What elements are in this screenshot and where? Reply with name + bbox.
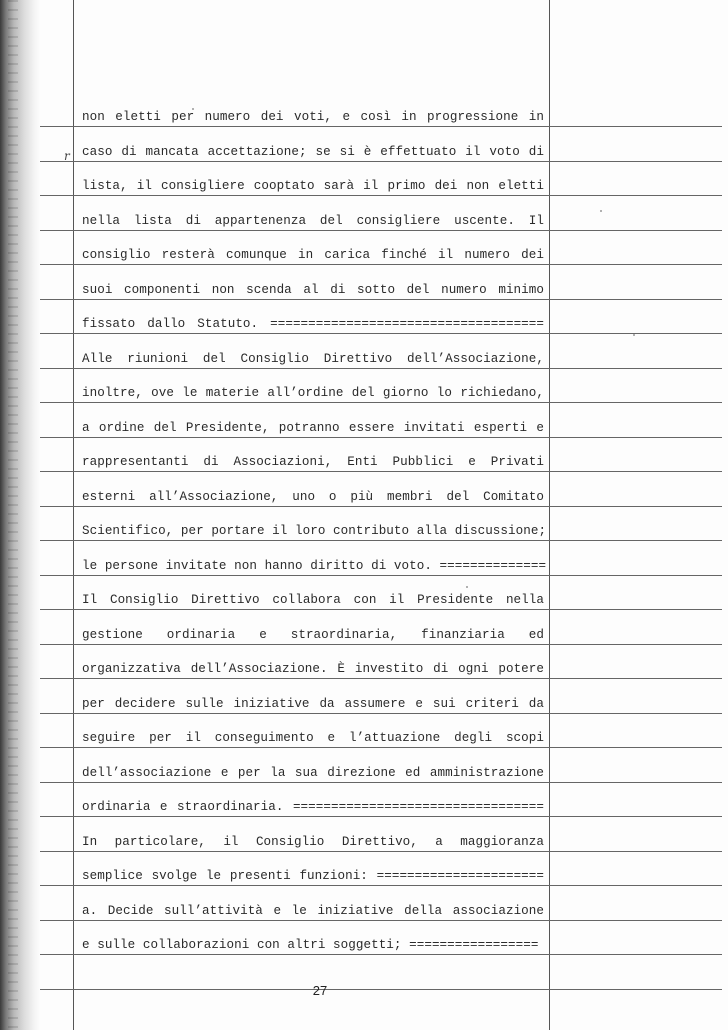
text-line: Scientifico, per portare il loro contributo alla discussione; — [82, 524, 547, 538]
ruled-line — [40, 885, 722, 886]
ruled-line — [40, 920, 722, 921]
ruled-line — [40, 782, 722, 783]
text-line: le persone invitate non hanno diritto di voto. ============== — [82, 559, 547, 573]
text-line: seguire per il conseguimento e l’attuazione degli scopi — [82, 731, 544, 745]
text-line: esterni all’Associazione, uno o più membri del Comitato — [82, 490, 544, 504]
text-line: e sulle collaborazioni con altri soggetti; ================= — [82, 938, 539, 952]
page-number: 27 — [312, 983, 328, 998]
ruled-line — [40, 195, 722, 196]
ruled-line — [40, 299, 722, 300]
text-line: rappresentanti di Associazioni, Enti Pubblici e Privati — [82, 455, 544, 469]
ruled-line — [40, 506, 722, 507]
scan-speck — [600, 210, 602, 212]
text-line: a ordine del Presidente, potranno essere invitati esperti e — [82, 421, 544, 435]
left-margin-line — [73, 0, 74, 1030]
scan-speck — [633, 334, 635, 336]
ruled-line — [40, 540, 722, 541]
text-line: Il Consiglio Direttivo collabora con il Presidente nella — [82, 593, 544, 607]
ruled-line — [40, 989, 722, 990]
ruled-line — [40, 609, 722, 610]
ruled-line — [40, 954, 722, 955]
ruled-line — [40, 161, 722, 162]
text-line: dell’associazione e per la sua direzione ed amministrazione — [82, 766, 544, 780]
ruled-line — [40, 471, 722, 472]
ruled-line — [40, 747, 722, 748]
ruled-line — [40, 264, 722, 265]
text-line: suoi componenti non scenda al di sotto del numero minimo — [82, 283, 544, 297]
ruled-line — [40, 368, 722, 369]
scan-speck — [466, 586, 468, 588]
text-line: caso di mancata accettazione; se si è effettuato il voto di — [82, 145, 544, 159]
text-line: In particolare, il Consiglio Direttivo, a maggioranza — [82, 835, 544, 849]
ruled-line — [40, 402, 722, 403]
text-line: semplice svolge le presenti funzioni: ====================== — [82, 869, 544, 883]
ruled-line — [40, 575, 722, 576]
right-margin-line — [549, 0, 550, 1030]
ruled-line — [40, 333, 722, 334]
text-line: ordinaria e straordinaria. ================================= — [82, 800, 544, 814]
ruled-line — [40, 816, 722, 817]
scan-speck — [192, 108, 194, 110]
text-line: a. Decide sull’attività e le iniziative della associazione — [82, 904, 544, 918]
ruled-line — [40, 126, 722, 127]
ruled-line — [40, 678, 722, 679]
ruled-line — [40, 230, 722, 231]
text-line: lista, il consigliere cooptato sarà il primo dei non eletti — [82, 179, 544, 193]
text-line: organizzativa dell’Associazione. È investito di ogni potere — [82, 662, 544, 676]
binding-shadow — [0, 0, 40, 1030]
text-line: gestione ordinaria e straordinaria, finanziaria ed — [82, 628, 544, 642]
ruled-line — [40, 437, 722, 438]
ruled-line — [40, 713, 722, 714]
ruled-line — [40, 644, 722, 645]
text-line: Alle riunioni del Consiglio Direttivo dell’Associazione, — [82, 352, 544, 366]
margin-handwritten-mark: r — [64, 149, 70, 163]
text-line: per decidere sulle iniziative da assumere e sui criteri da — [82, 697, 544, 711]
text-line: non eletti per numero dei voti, e così in progressione in — [82, 110, 544, 124]
text-line: nella lista di appartenenza del consigliere uscente. Il — [82, 214, 544, 228]
ruled-line — [40, 851, 722, 852]
text-line: fissato dallo Statuto. ==================================== — [82, 317, 544, 331]
text-line: inoltre, ove le materie all’ordine del giorno lo richiedano, — [82, 386, 544, 400]
text-line: consiglio resterà comunque in carica finché il numero dei — [82, 248, 544, 262]
